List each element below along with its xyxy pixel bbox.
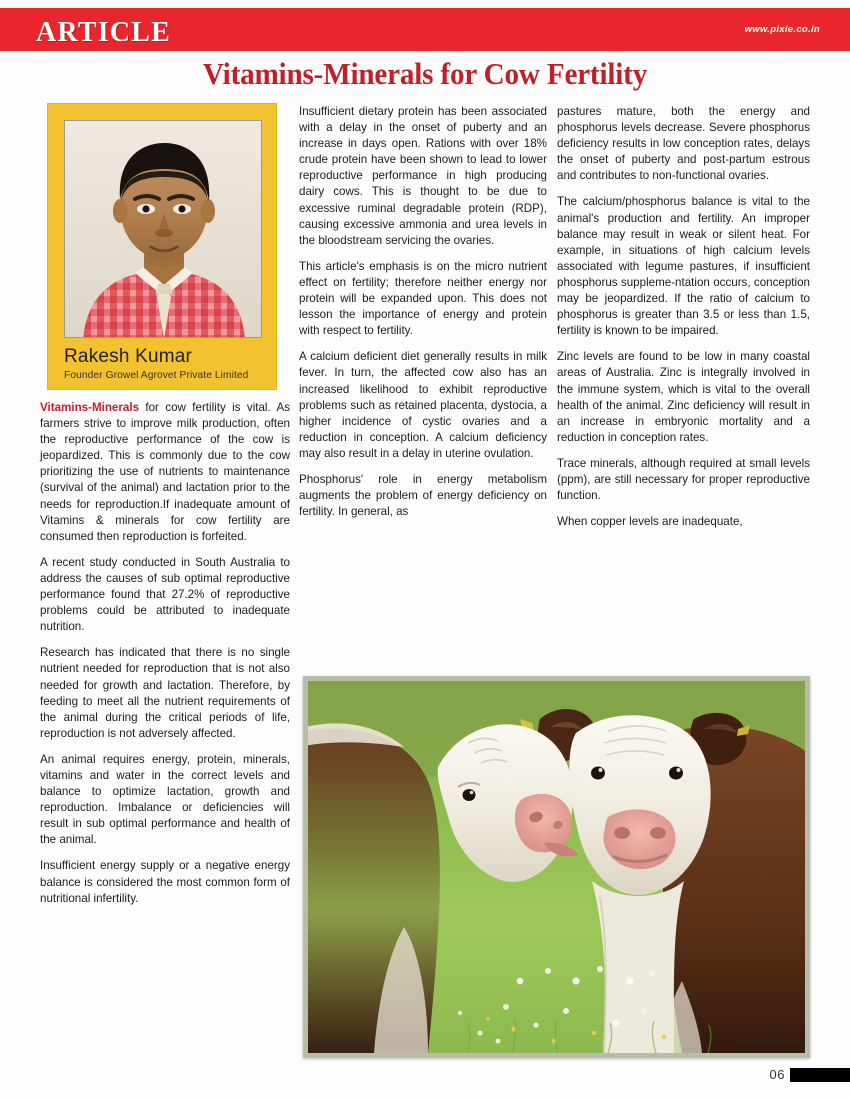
paragraph: An animal requires energy, protein, minerals, vitamins and water in the correct levels and balance to optimize lactation, growth and reproduction. Imbalance or deficiencies will result in sub optimal performance and health of the animal. <box>40 752 290 847</box>
paragraph: Phosphorus' role in energy metabolism augments the problem of energy deficiency on fertility. In general, as <box>299 472 547 519</box>
text-column-1 <box>40 400 290 917</box>
folio-bar <box>790 1068 850 1082</box>
footer-folio <box>770 1067 850 1082</box>
paragraph: This article's emphasis is on the micro nutrient effect on fertility; therefore neither energy nor protein will be expanded upon. This does not lesson the importance of energy and protein with respect to fertility. <box>299 259 547 338</box>
text-column-2 <box>299 104 547 530</box>
page-number: 06 <box>769 1067 785 1082</box>
paragraph: When copper levels are inadequate, <box>557 515 743 529</box>
paragraph: Research has indicated that there is no single nutrient needed for reproduction that is not also needed for growth and lactation. Therefore, by feeding to meet all the nutrient requirements of the animal during the critical periods of life, reproduction is not adversely affected. <box>40 646 290 740</box>
author-photo <box>64 120 262 338</box>
paragraph: Trace minerals, although required at small levels (ppm), are still necessary for proper reproductive function. <box>557 456 810 503</box>
paragraph: Insufficient dietary protein has been associated with a delay in the onset of puberty and an increase in days open. Rations with over 18% crude protein have been shown to lead to lower reproductive performance in high producing dairy cows. This is thought to be due to excessive ruminal degradable protein (RDP), causing excessive ammonia and urea levels in the bloodstream servicing the ovaries. <box>299 105 547 247</box>
paragraph <box>40 400 290 545</box>
page-title: Vitamins-Minerals for Cow Fertility <box>202 56 648 91</box>
lead-in-text: Vitamins-Minerals <box>40 401 140 414</box>
header-banner <box>0 8 850 51</box>
cow-photo <box>308 681 805 1053</box>
author-name: Rakesh Kumar <box>64 346 193 367</box>
paragraph: Insufficient energy supply or a negative energy balance is considered the most common form of nutritional infertility. <box>40 859 290 905</box>
paragraph-text: for cow fertility is vital. As farmers strive to improve milk production, often the reproductive performance of the cow is jeopardized. This is commonly due to the cow prioritizing the use of nutrients to maintenance (survival of the animal) and lactation prior to the needs for reproduction.If inadequate amount of Vitamins & minerals for cow fertility are consumed then reproduction is forfeited. <box>40 401 290 543</box>
paragraph: A calcium deficient diet generally results in milk fever. In turn, the affected cow also has an increased likelihood to exhibit reproductive problems such as retained placenta, dystocia, a higher incidence of cystic ovaries and a reduction in conception. A calcium deficiency may also result in a delay in uterine ovulation. <box>299 350 547 460</box>
paragraph: The calcium/phosphorus balance is vital to the animal's production and fertility. An improper balance may result in weak or silent heat. For example, in situations of high calcium levels associated with legume pastures, if insufficient phosphorus suppleme-ntation occurs, conception may be jeopardized. If the ratio of calcium to phosphorus is greater than 3.5 or less than 1.5, fertility is known to be impaired. <box>557 195 810 338</box>
paragraph: Zinc levels are found to be low in many coastal areas of Australia. Zinc is integrally involved in the immune system, which is vital to the overall health of the animal. Zinc deficiency will result in an increase in embryonic mortality and a reduction in conception rates. <box>557 350 810 444</box>
section-label: ARTICLE <box>36 17 172 48</box>
paragraph: A recent study conducted in South Australia to address the causes of sub optimal reproductive performance found that 27.2% of reproductive problems could be attributed to inadequate nutrition. <box>40 555 290 634</box>
text-column-3 <box>557 104 810 540</box>
author-card <box>48 104 276 389</box>
portrait-illustration <box>65 121 262 338</box>
two-cows-illustration <box>308 681 805 1053</box>
cow-photo-frame <box>303 676 810 1058</box>
website-url[interactable]: www.pixie.co.in <box>744 24 820 35</box>
paragraph: pastures mature, both the energy and phosphorus levels decrease. Severe phosphorus deficiency results in low conception rates, delays the onset of puberty and post-partum estrous and contributes to non-functional ovaries. <box>557 105 810 183</box>
author-role: Founder Growel Agrovet Private Limited <box>64 370 249 381</box>
